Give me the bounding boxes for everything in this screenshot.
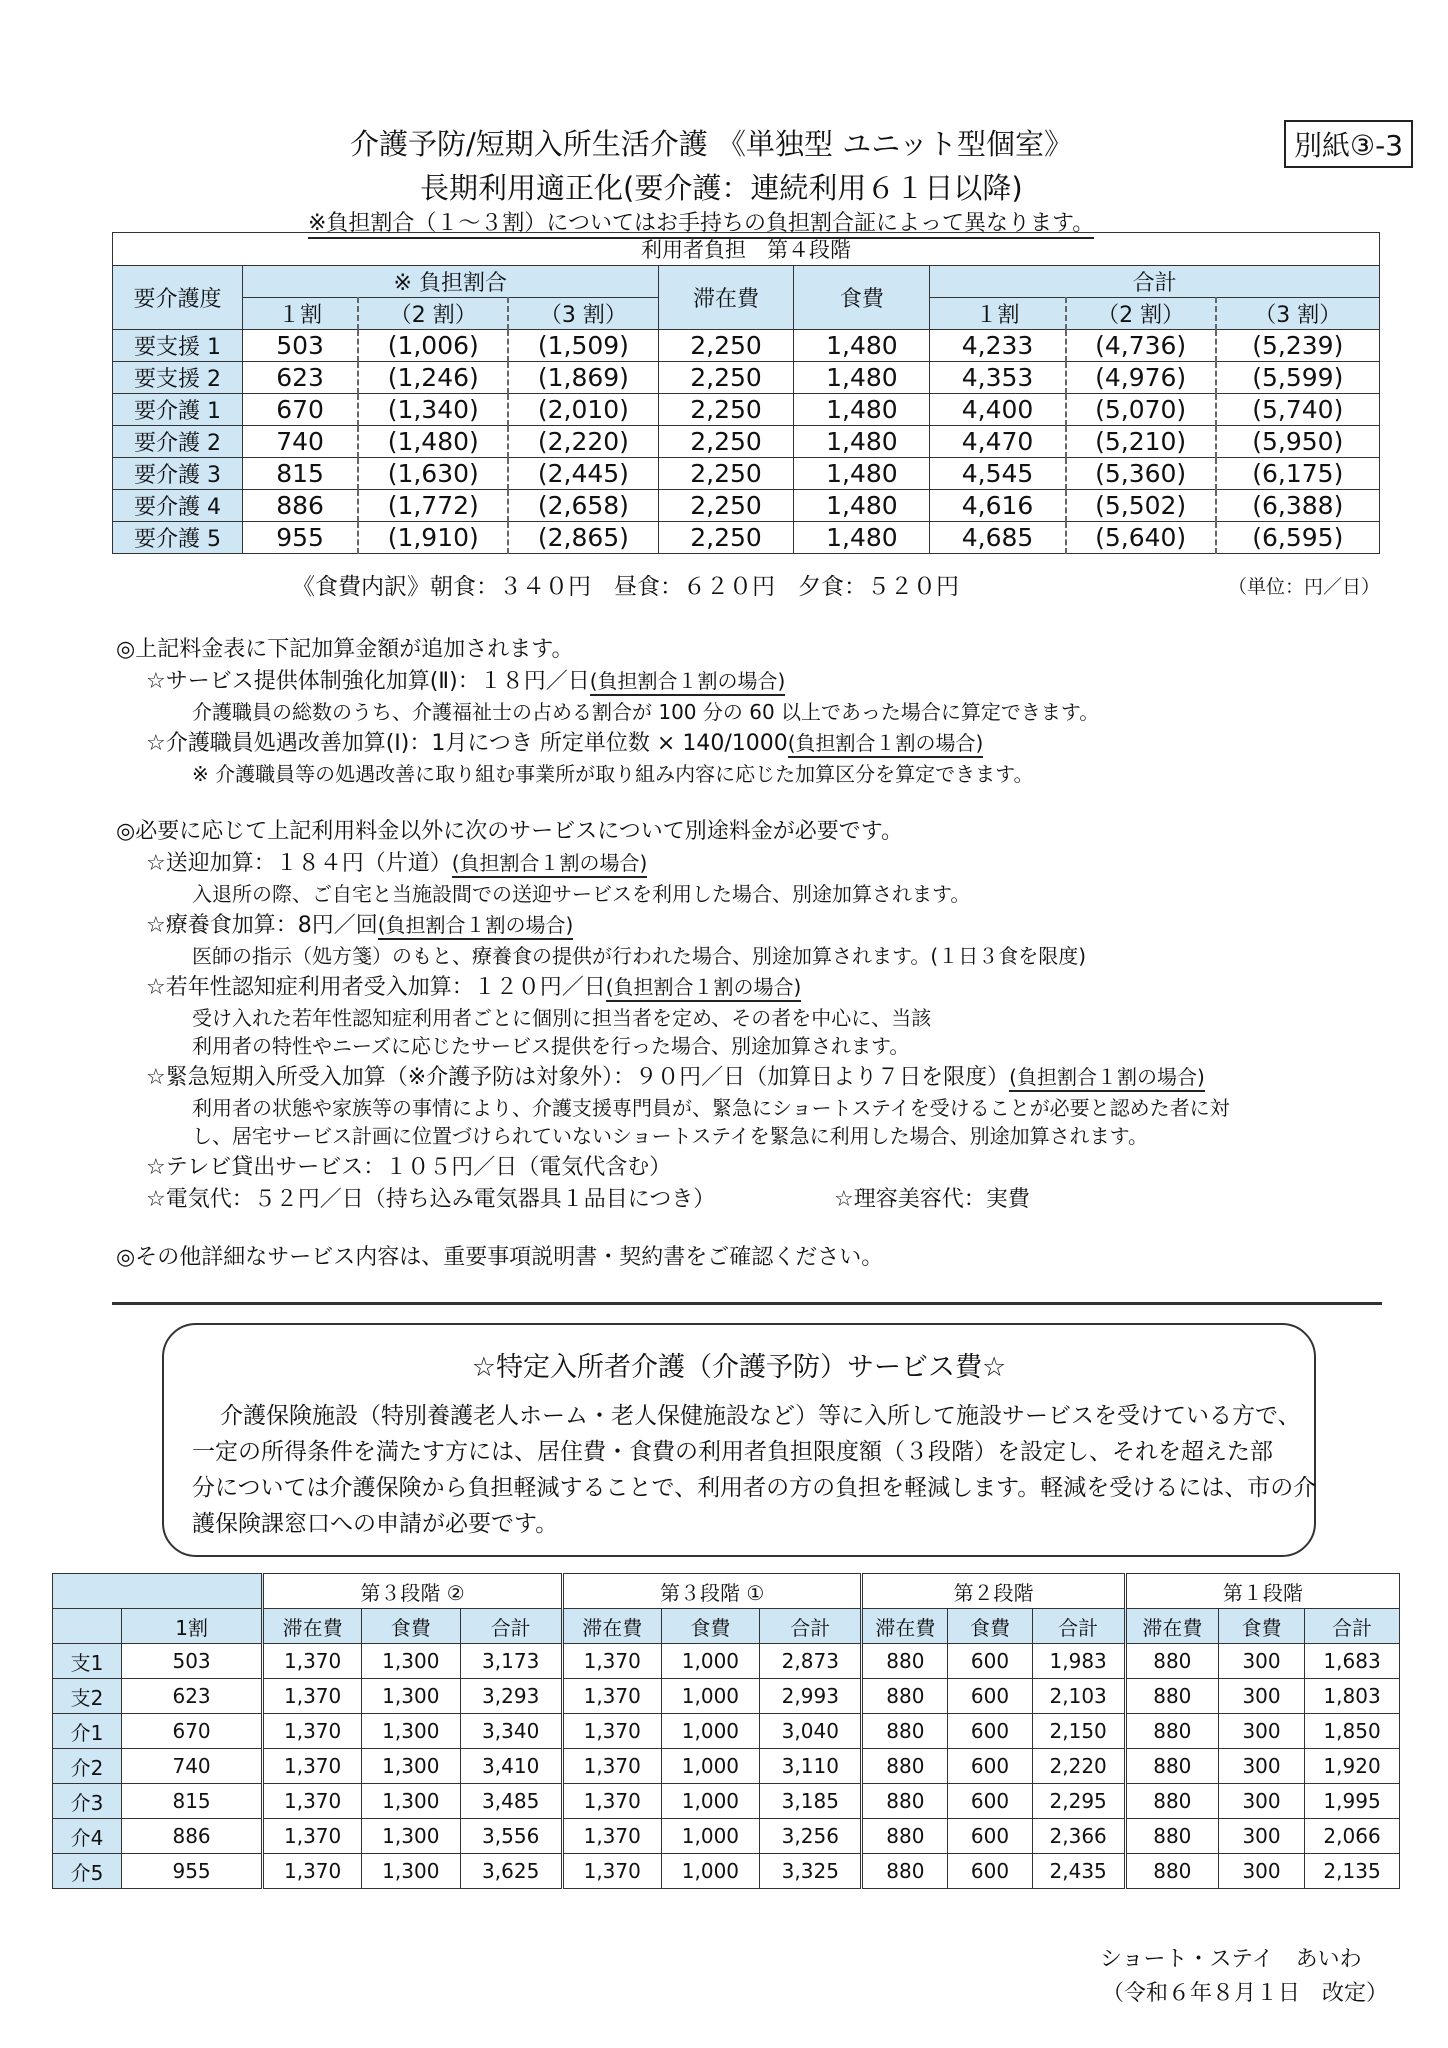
table-cell: 4,400 xyxy=(930,394,1066,426)
table-cell: 1,370 xyxy=(562,1784,661,1819)
table-cell: (5,502) xyxy=(1066,490,1216,522)
extra-tv-rental: ☆テレビ貸出サービス：１０５円／日（電気代含む） xyxy=(146,1155,672,1180)
group-header: 第２段階 xyxy=(862,1574,1125,1609)
food-breakdown: 《食費内訳》朝食：３４０円 昼食：６２０円 夕食：５２０円 xyxy=(292,574,959,600)
extra-transport xyxy=(146,846,647,877)
table-cell: 1,480 xyxy=(794,490,930,522)
table-cell: 3,185 xyxy=(760,1784,862,1819)
table-cell: 3,293 xyxy=(460,1679,562,1714)
table-cell: 880 xyxy=(862,1819,948,1854)
addition-title: ☆サービス提供体制強化加算(Ⅱ)：１８円／日 xyxy=(146,669,590,694)
table-cell: 880 xyxy=(862,1714,948,1749)
blank-cell xyxy=(53,1609,122,1644)
table-cell: 1,370 xyxy=(263,1819,362,1854)
extra-title: ☆送迎加算：１８４円（片道） xyxy=(146,851,452,876)
extra-electricity: ☆電気代：５２円／日（持ち込み電気器具１品目につき） xyxy=(146,1187,716,1212)
addition-desc: 介護職員の総数のうち、介護福祉士の占める割合が 100 分の 60 以上であった場合に算定できます。 xyxy=(192,700,1100,724)
sub-header: 合計 xyxy=(460,1609,562,1644)
table-cell: 1,480 xyxy=(794,362,930,394)
sub-header: １割 xyxy=(242,298,358,330)
table-cell: 886 xyxy=(242,490,358,522)
sub-header: （3 割） xyxy=(1216,298,1380,330)
sub-header: 食費 xyxy=(1218,1609,1304,1644)
table-row xyxy=(113,458,1380,490)
table-cell: (1,246) xyxy=(358,362,508,394)
table-cell: 2,135 xyxy=(1305,1854,1400,1889)
extra-desc: 入退所の際、ご自宅と当施設間での送迎サービスを利用した場合、別途加算されます。 xyxy=(192,882,971,906)
row-label: 要介護 2 xyxy=(113,426,243,458)
table-cell: 600 xyxy=(948,1819,1032,1854)
extra-title: ☆緊急短期入所受入加算（※介護予防は対象外）：９０円／日（加算日より７日を限度） xyxy=(146,1065,1010,1090)
addition-staff-treatment xyxy=(146,726,983,757)
table-row xyxy=(53,1749,1400,1784)
addition-title: ☆介護職員処遇改善加算(Ⅰ)：1月につき 所定単位数 × 140/1000 xyxy=(146,731,788,756)
table-cell: 1,370 xyxy=(562,1714,661,1749)
table-cell: 1,300 xyxy=(362,1749,461,1784)
table-cell: 1,480 xyxy=(794,330,930,362)
table-cell: 2,295 xyxy=(1032,1784,1125,1819)
table-cell: 1,480 xyxy=(794,426,930,458)
sub-header: （2 割） xyxy=(1066,298,1216,330)
share-condition: (負担割合１割の場合) xyxy=(1009,1065,1205,1092)
special-service-box xyxy=(162,1323,1316,1557)
table-cell: 670 xyxy=(121,1714,262,1749)
table-cell: 623 xyxy=(121,1679,262,1714)
table-cell: 1,300 xyxy=(362,1644,461,1679)
extras-intro: ◎必要に応じて上記利用料金以外に次のサービスについて別途料金が必要です。 xyxy=(116,819,903,844)
table-cell: 1,000 xyxy=(661,1854,760,1889)
corner-cell xyxy=(53,1574,263,1609)
extra-desc: 受け入れた若年性認知症利用者ごとに個別に担当者を定め、その者を中心に、当該 xyxy=(192,1006,932,1030)
table-cell: 1,370 xyxy=(562,1679,661,1714)
table-cell: (1,869) xyxy=(508,362,658,394)
special-service-title: ☆特定入所者介護（介護予防）サービス費☆ xyxy=(471,1352,1007,1383)
table-cell: (1,006) xyxy=(358,330,508,362)
table-cell: 600 xyxy=(948,1749,1032,1784)
table-cell: 1,000 xyxy=(661,1749,760,1784)
table-cell: 1,480 xyxy=(794,394,930,426)
row-label: 支2 xyxy=(53,1679,122,1714)
table-cell: 1,370 xyxy=(263,1644,362,1679)
sub-header: 滞在費 xyxy=(562,1609,661,1644)
table-cell: 1,480 xyxy=(794,522,930,554)
table-cell: 623 xyxy=(242,362,358,394)
page-subtitle: 長期利用適正化(要介護：連続利用６１日以降) xyxy=(420,171,1023,205)
row-label: 介3 xyxy=(53,1784,122,1819)
table-cell: 880 xyxy=(1125,1714,1218,1749)
sub-header: 滞在費 xyxy=(1125,1609,1218,1644)
table-cell: 1,000 xyxy=(661,1819,760,1854)
sub-header: １割 xyxy=(930,298,1066,330)
share-condition: (負担割合１割の場合) xyxy=(590,669,786,696)
table-cell: (2,010) xyxy=(508,394,658,426)
table-cell: 2,150 xyxy=(1032,1714,1125,1749)
table-cell: 1,683 xyxy=(1305,1644,1400,1679)
header-care-level: 要介護度 xyxy=(113,266,243,330)
table-cell: (1,772) xyxy=(358,490,508,522)
table-cell: 2,873 xyxy=(760,1644,862,1679)
table-cell: 3,485 xyxy=(460,1784,562,1819)
table-cell: 300 xyxy=(1218,1644,1304,1679)
table-cell: 1,370 xyxy=(263,1854,362,1889)
row-label: 要介護 5 xyxy=(113,522,243,554)
table-cell: 1,300 xyxy=(362,1714,461,1749)
table-cell: 1,370 xyxy=(562,1749,661,1784)
table-cell: 300 xyxy=(1218,1714,1304,1749)
extra-desc: 医師の指示（処方箋）のもと、療養食の提供が行われた場合、別途加算されます。(１日３食を限度) xyxy=(192,944,1087,968)
table-cell: 1,000 xyxy=(661,1679,760,1714)
addition-desc: ※ 介護職員等の処遇改善に取り組む事業所が取り組み内容に応じた加算区分を算定できます。 xyxy=(192,762,1034,786)
table-cell: 1,920 xyxy=(1305,1749,1400,1784)
table-row xyxy=(113,362,1380,394)
extra-therapeutic-diet xyxy=(146,908,573,939)
table-row xyxy=(53,1714,1400,1749)
revision-date: （令和６年８月１日 改定） xyxy=(1102,1981,1389,2006)
special-text-line: 分については介護保険から負担軽減することで、利用者の方の負担を軽減します。軽減を受けるには、市の介 xyxy=(192,1475,1317,1501)
table-cell: 2,250 xyxy=(658,426,794,458)
table-row xyxy=(53,1644,1400,1679)
table-cell: 300 xyxy=(1218,1784,1304,1819)
extra-desc: 利用者の特性やニーズに応じたサービス提供を行った場合、別途加算されます。 xyxy=(192,1034,910,1058)
extra-title: ☆若年性認知症利用者受入加算：１２０円／日 xyxy=(146,975,606,1000)
table-cell: 600 xyxy=(948,1784,1032,1819)
table-cell: (5,640) xyxy=(1066,522,1216,554)
table-row xyxy=(113,522,1380,554)
table-cell: 1,370 xyxy=(263,1749,362,1784)
table-cell: 2,103 xyxy=(1032,1679,1125,1714)
fee-table-level4 xyxy=(112,232,1380,554)
table-cell: 600 xyxy=(948,1644,1032,1679)
header-share: 1割 xyxy=(121,1609,262,1644)
share-condition: (負担割合１割の場合) xyxy=(378,913,574,940)
table-cell: 503 xyxy=(121,1644,262,1679)
table-cell: 880 xyxy=(1125,1749,1218,1784)
table-row xyxy=(113,426,1380,458)
sub-header: 合計 xyxy=(760,1609,862,1644)
share-ratio-note: ※負担割合（１～３割）についてはお手持ちの負担割合証によって異なります。 xyxy=(308,206,1094,239)
table-cell: (6,175) xyxy=(1216,458,1380,490)
extras-outro: ◎その他詳細なサービス内容は、重要事項説明書・契約書をご確認ください。 xyxy=(116,1245,884,1270)
table-cell: 4,233 xyxy=(930,330,1066,362)
table-cell: 300 xyxy=(1218,1819,1304,1854)
table-cell: (2,445) xyxy=(508,458,658,490)
table-row xyxy=(53,1854,1400,1889)
group-header: 第３段階 ② xyxy=(263,1574,563,1609)
table-cell: 2,250 xyxy=(658,330,794,362)
table-cell: (2,658) xyxy=(508,490,658,522)
table-cell: 2,366 xyxy=(1032,1819,1125,1854)
table-cell: (1,340) xyxy=(358,394,508,426)
share-condition: (負担割合１割の場合) xyxy=(452,851,648,878)
table-cell: 1,000 xyxy=(661,1784,760,1819)
section-divider xyxy=(112,1302,1382,1305)
row-label: 介1 xyxy=(53,1714,122,1749)
table-cell: 1,370 xyxy=(562,1819,661,1854)
table-cell: 955 xyxy=(242,522,358,554)
table-cell: 3,410 xyxy=(460,1749,562,1784)
table-cell: (5,070) xyxy=(1066,394,1216,426)
header-stay: 滞在費 xyxy=(658,266,794,330)
group-header: 第３段階 ① xyxy=(562,1574,862,1609)
table-cell: 3,625 xyxy=(460,1854,562,1889)
table-cell: 1,000 xyxy=(661,1644,760,1679)
table-cell: 880 xyxy=(1125,1854,1218,1889)
table-cell: 3,325 xyxy=(760,1854,862,1889)
table-cell: 600 xyxy=(948,1854,1032,1889)
table-row xyxy=(53,1784,1400,1819)
additions-intro: ◎上記料金表に下記加算金額が追加されます。 xyxy=(116,637,574,662)
table-cell: 880 xyxy=(862,1784,948,1819)
table-row xyxy=(53,1679,1400,1714)
sub-header: 食費 xyxy=(362,1609,461,1644)
row-label: 要支援 1 xyxy=(113,330,243,362)
sub-header: 食費 xyxy=(661,1609,760,1644)
table-cell: 740 xyxy=(121,1749,262,1784)
table-cell: 1,983 xyxy=(1032,1644,1125,1679)
table-cell: 880 xyxy=(862,1749,948,1784)
special-text-line: 一定の所得条件を満たす方には、居住費・食費の利用者負担限度額（３段階）を設定し、それを超えた部 xyxy=(192,1439,1273,1465)
table-cell: 3,040 xyxy=(760,1714,862,1749)
table-cell: (6,388) xyxy=(1216,490,1380,522)
table-cell: 1,370 xyxy=(562,1854,661,1889)
table-cell: 3,173 xyxy=(460,1644,562,1679)
header-total: 合計 xyxy=(930,266,1380,298)
header-food: 食費 xyxy=(794,266,930,330)
extra-young-dementia xyxy=(146,970,801,1001)
special-text-line: 護保険課窓口への申請が必要です。 xyxy=(192,1511,559,1537)
table-cell: (6,595) xyxy=(1216,522,1380,554)
table-cell: 880 xyxy=(862,1644,948,1679)
table-cell: 886 xyxy=(121,1819,262,1854)
table-cell: 1,300 xyxy=(362,1784,461,1819)
sub-header: 滞在費 xyxy=(263,1609,362,1644)
table-cell: 4,616 xyxy=(930,490,1066,522)
row-label: 介2 xyxy=(53,1749,122,1784)
header-share: ※ 負担割合 xyxy=(242,266,658,298)
table-cell: (5,210) xyxy=(1066,426,1216,458)
table-cell: 3,556 xyxy=(460,1819,562,1854)
table-cell: 2,250 xyxy=(658,458,794,490)
sub-header: （2 割） xyxy=(358,298,508,330)
table-cell: 3,110 xyxy=(760,1749,862,1784)
page-title: 介護予防/短期入所生活介護 《単独型 ユニット型個室》 xyxy=(350,127,1074,161)
sub-header: （3 割） xyxy=(508,298,658,330)
extra-emergency xyxy=(146,1060,1205,1091)
table-cell: (1,480) xyxy=(358,426,508,458)
sub-header: 合計 xyxy=(1305,1609,1400,1644)
table-cell: 880 xyxy=(1125,1819,1218,1854)
facility-name: ショート・ステイ あいわ xyxy=(1100,1947,1362,1972)
table-cell: 880 xyxy=(1125,1679,1218,1714)
table-cell: (2,865) xyxy=(508,522,658,554)
row-label: 要介護 1 xyxy=(113,394,243,426)
table-cell: 4,545 xyxy=(930,458,1066,490)
table-cell: 740 xyxy=(242,426,358,458)
table-cell: 4,685 xyxy=(930,522,1066,554)
table-cell: 1,370 xyxy=(263,1679,362,1714)
table-row xyxy=(53,1819,1400,1854)
sub-header: 滞在費 xyxy=(862,1609,948,1644)
table-cell: (5,950) xyxy=(1216,426,1380,458)
table-cell: 880 xyxy=(1125,1784,1218,1819)
unit-label: （単位：円／日） xyxy=(1228,576,1381,598)
table-cell: 1,370 xyxy=(263,1784,362,1819)
table-cell: (4,736) xyxy=(1066,330,1216,362)
table-cell: (5,239) xyxy=(1216,330,1380,362)
table-cell: 3,256 xyxy=(760,1819,862,1854)
extra-desc: し、居宅サービス計画に位置づけられていないショートステイを緊急に利用した場合、別途加算されます。 xyxy=(192,1124,1148,1148)
table-cell: 955 xyxy=(121,1854,262,1889)
table-cell: 4,353 xyxy=(930,362,1066,394)
row-label: 介4 xyxy=(53,1819,122,1854)
table-cell: (1,910) xyxy=(358,522,508,554)
table-cell: (1,630) xyxy=(358,458,508,490)
table-cell: 300 xyxy=(1218,1679,1304,1714)
table-cell: 670 xyxy=(242,394,358,426)
row-label: 要介護 3 xyxy=(113,458,243,490)
table-cell: (4,976) xyxy=(1066,362,1216,394)
table-cell: 2,250 xyxy=(658,394,794,426)
table-cell: 1,000 xyxy=(661,1714,760,1749)
table-row xyxy=(113,394,1380,426)
addition-service-system xyxy=(146,664,785,695)
table-cell: 3,340 xyxy=(460,1714,562,1749)
table-cell: 600 xyxy=(948,1679,1032,1714)
table-cell: 4,470 xyxy=(930,426,1066,458)
table-cell: (5,599) xyxy=(1216,362,1380,394)
table1-title: 利用者負担 第４段階 xyxy=(113,233,1380,266)
table-cell: 1,370 xyxy=(263,1714,362,1749)
reduced-fee-table xyxy=(52,1573,1400,1889)
table-cell: 880 xyxy=(1125,1644,1218,1679)
row-label: 要支援 2 xyxy=(113,362,243,394)
table-cell: 2,250 xyxy=(658,490,794,522)
sub-header: 食費 xyxy=(948,1609,1032,1644)
table-cell: 1,300 xyxy=(362,1854,461,1889)
table-row xyxy=(113,490,1380,522)
extra-barber: ☆理容美容代：実費 xyxy=(834,1187,1030,1212)
table-cell: 2,066 xyxy=(1305,1819,1400,1854)
table-cell: 1,370 xyxy=(562,1644,661,1679)
table-row xyxy=(113,330,1380,362)
table-cell: 2,250 xyxy=(658,522,794,554)
row-label: 要介護 4 xyxy=(113,490,243,522)
table-cell: (5,740) xyxy=(1216,394,1380,426)
table-cell: 1,803 xyxy=(1305,1679,1400,1714)
table-cell: 503 xyxy=(242,330,358,362)
reference-tag: 別紙③-3 xyxy=(1284,120,1413,168)
table-cell: 300 xyxy=(1218,1854,1304,1889)
table-cell: (5,360) xyxy=(1066,458,1216,490)
table-cell: 815 xyxy=(242,458,358,490)
table-cell: 1,300 xyxy=(362,1819,461,1854)
extra-title: ☆療養食加算：8円／回 xyxy=(146,913,378,938)
table-cell: 600 xyxy=(948,1714,1032,1749)
table-cell: 2,250 xyxy=(658,362,794,394)
table-cell: 1,995 xyxy=(1305,1784,1400,1819)
table-cell: 2,435 xyxy=(1032,1854,1125,1889)
row-label: 支1 xyxy=(53,1644,122,1679)
row-label: 介5 xyxy=(53,1854,122,1889)
table-cell: 1,300 xyxy=(362,1679,461,1714)
table-cell: 2,220 xyxy=(1032,1749,1125,1784)
table-cell: 880 xyxy=(862,1679,948,1714)
special-text-line: 介護保険施設（特別養護老人ホーム・老人保健施設など）等に入所して施設サービスを受けている方で、 xyxy=(220,1403,1301,1429)
table-cell: 1,850 xyxy=(1305,1714,1400,1749)
table-cell: 815 xyxy=(121,1784,262,1819)
table-cell: 2,993 xyxy=(760,1679,862,1714)
sub-header: 合計 xyxy=(1032,1609,1125,1644)
extra-desc: 利用者の状態や家族等の事情により、介護支援専門員が、緊急にショートステイを受けることが必要と認めた者に対 xyxy=(192,1096,1230,1120)
table-cell: (2,220) xyxy=(508,426,658,458)
share-condition: (負担割合１割の場合) xyxy=(788,731,984,758)
share-condition: (負担割合１割の場合) xyxy=(606,975,802,1002)
table-cell: (1,509) xyxy=(508,330,658,362)
table-cell: 300 xyxy=(1218,1749,1304,1784)
table-cell: 880 xyxy=(862,1854,948,1889)
group-header: 第１段階 xyxy=(1125,1574,1399,1609)
table-cell: 1,480 xyxy=(794,458,930,490)
